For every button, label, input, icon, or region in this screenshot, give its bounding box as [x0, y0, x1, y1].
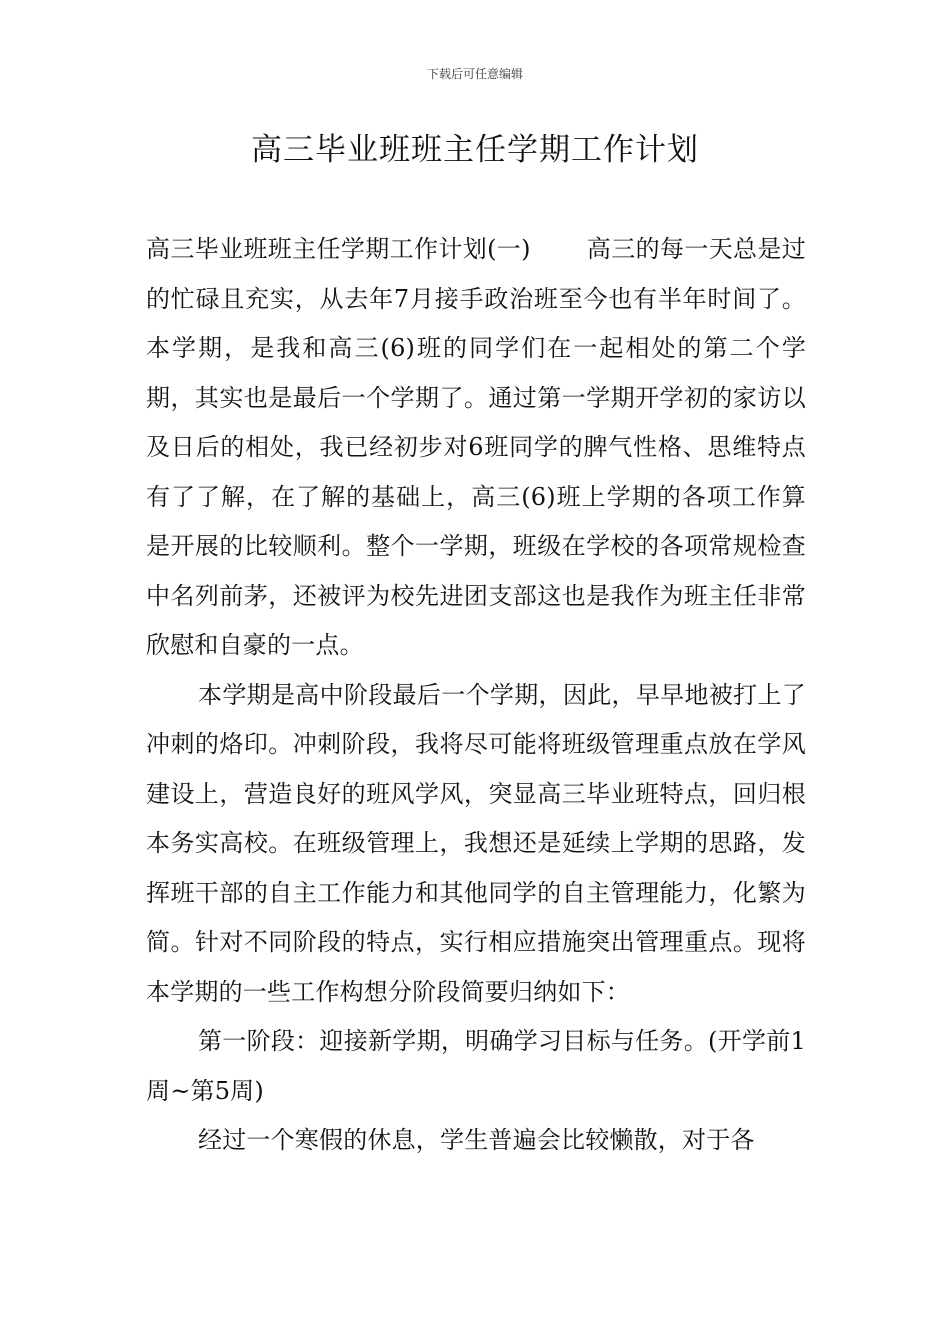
paragraph-plan: 本学期是高中阶段最后一个学期，因此，早早地被打上了冲刺的烙印。冲刺阶段，我将尽可能将班级管理重点放在学风建设上，营造良好的班风学风，突显高三毕业班特点，回归根本务实高校。在班级管理上，我想还是延续上学期的思路，发挥班干部的自主工作能力和其他同学的自主管理能力，化繁为简。针对不同阶段的特点，实行相应措施突出管理重点。现将本学期的一些工作构想分阶段简要归纳如下： — [146, 680, 806, 1006]
section-heading: 高三毕业班班主任学期工作计划(一) — [146, 235, 531, 263]
paragraph-phase-one-detail: 经过一个寒假的休息，学生普遍会比较懒散，对于各 — [198, 1126, 755, 1154]
document-body — [146, 225, 806, 1166]
paragraph-phase-one: 第一阶段：迎接新学期，明确学习目标与任务。(开学前1周~第5周) — [146, 1027, 806, 1105]
header-note: 下载后可任意编辑 — [426, 67, 523, 81]
paragraph-intro-text: 高三的每一天总是过的忙碌且充实，从去年7月接手政治班至今也有半年时间了。本学期，是我和高三(6)班的同学们在一起相处的第二个学期，其实也是最后一个学期了。通过第一学期开学初的家访以及日后的相处，我已经初步对6班同学的脾气性格、思维特点有了了解，在了解的基础上，高三(6)班上学期的各项工作算是开展的比较顺利。整个一学期，班级在学校的各项常规检查中名列前茅，还被评为校先进团支部这也是我作为班主任非常欣慰和自豪的一点。 — [146, 235, 806, 659]
document-title: 高三毕业班班主任学期工作计划 — [251, 132, 699, 168]
paragraph-intro — [146, 225, 806, 671]
